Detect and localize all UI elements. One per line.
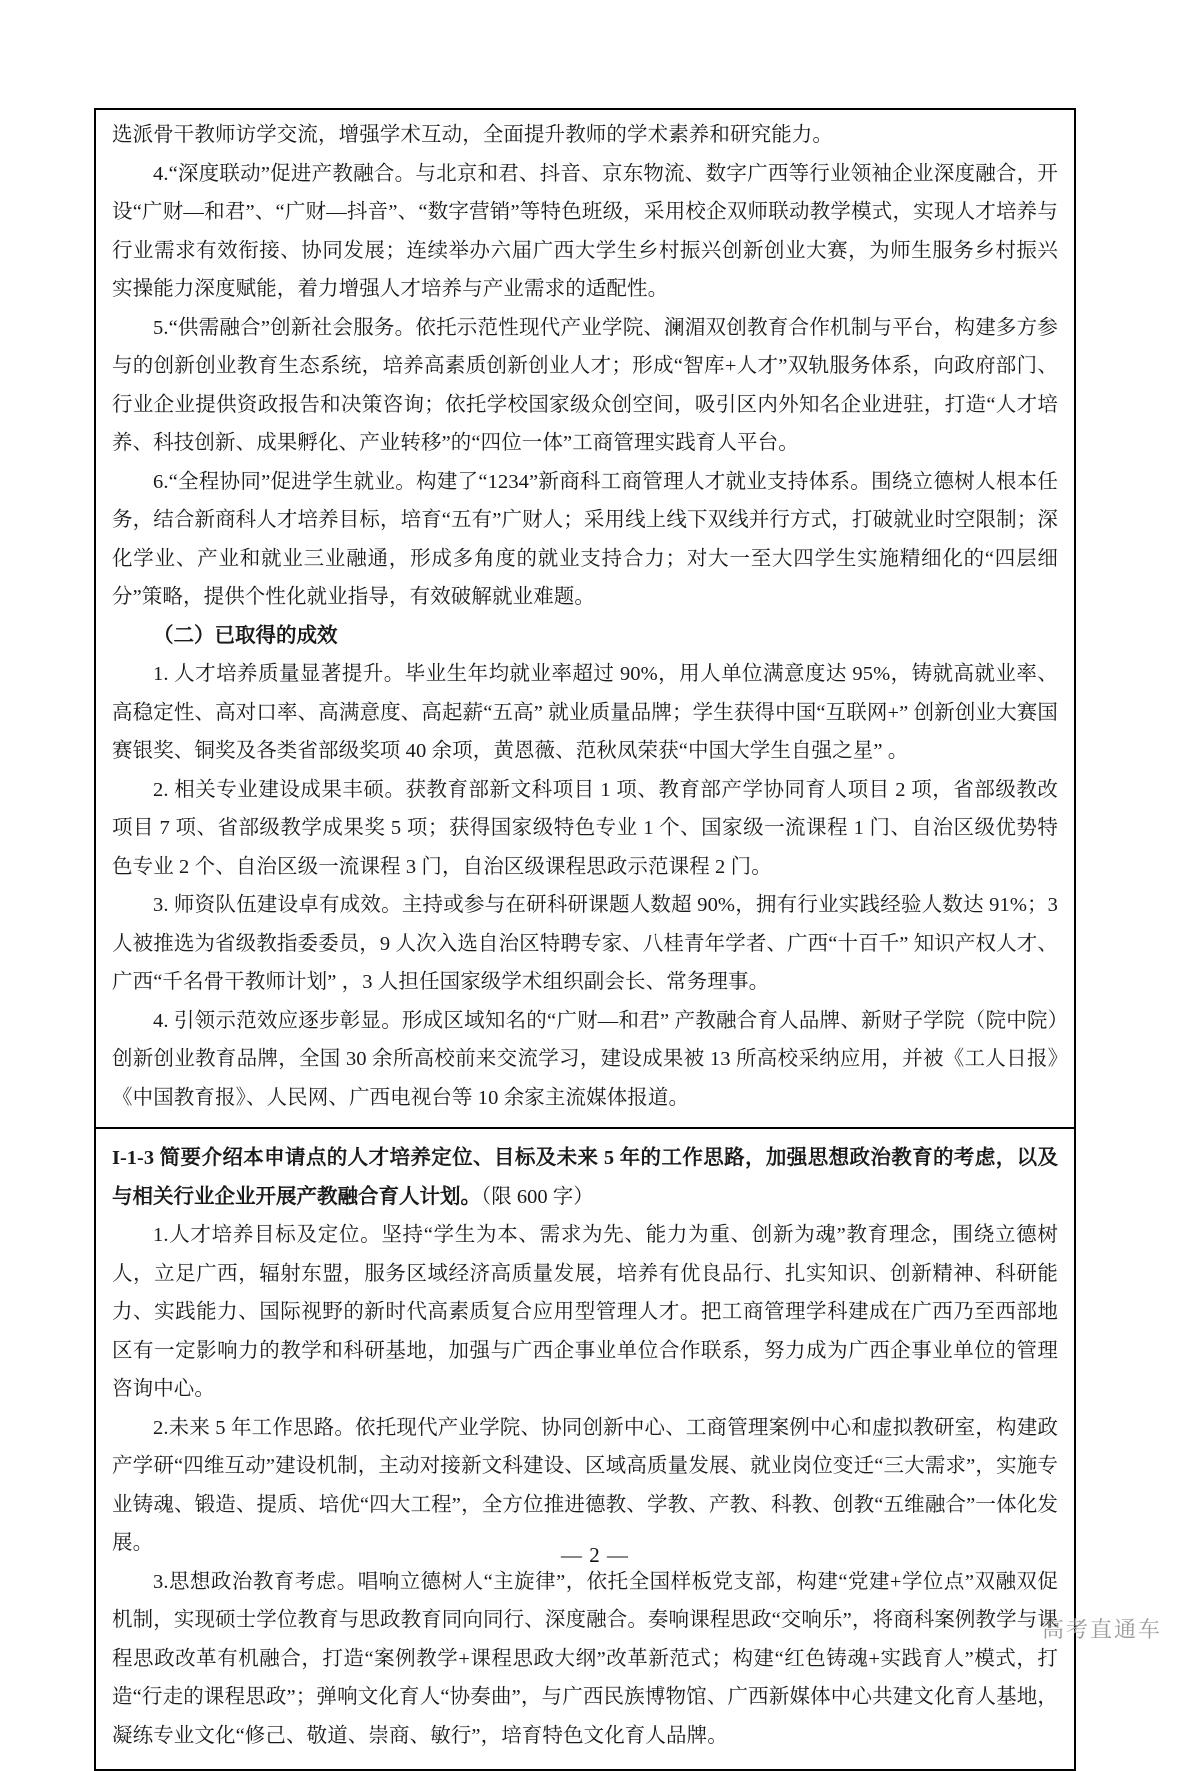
watermark: 高考直通车 xyxy=(1041,1617,1162,1642)
subheading-achievements: （二）已取得的成效 xyxy=(153,624,338,647)
form-section-measures-and-achievements xyxy=(96,110,1074,1127)
question-heading xyxy=(112,1139,1058,1216)
paragraph-measure-6: 6.“全程协同”促进学生就业。构建了“1234”新商科工商管理人才就业支持体系。围绕立德树人根本任务，结合新商科人才培养目标，培育“五有”广财人；采用线上线下双线并行方式，打破就业时空限制；深化学业、产业和就业三业融通，形成多角度的就业支持合力；对大一至大四学生实施精细化的“四层细分”策略，提供个性化就业指导，有效破解就业难题。 xyxy=(112,470,1058,608)
paragraph-carryover: 选派骨干教师访学交流，增强学术互动，全面提升教师的学术素养和研究能力。 xyxy=(112,124,833,146)
achievement-item-3: 3. 师资队伍建设卓有成效。主持或参与在研科研课题人数超 90%，拥有行业实践经验人数达 91%；3 人被推选为省级教指委委员，9 人次入选自治区特聘专家、八桂青年学者、广西“十百千” 知识产权人才、广西“千名骨干教师计划” ，3 人担任国家级学术组织副会长、常务理事。 xyxy=(112,894,1058,993)
paragraph-measure-4: 4.“深度联动”促进产教融合。与北京和君、抖音、京东物流、数字广西等行业领袖企业深度融合，开设“广财—和君”、“广财—抖音”、“数字营销”等特色班级，采用校企双师联动教学模式，实现人才培养与行业需求有效衔接、协同发展；连续举办六届广西大学生乡村振兴创新创业大赛，为师生服务乡村振兴实操能力深度赋能，着力增强人才培养与产业需求的适配性。 xyxy=(112,162,1058,300)
answer-paragraph-2: 2.未来 5 年工作思路。依托现代产业学院、协同创新中心、工商管理案例中心和虚拟教研室，构建政产学研“四维互动”建设机制，主动对接新文科建设、区域高质量发展、就业岗位变迁“三大需求”，实施专业铸魂、锻造、提质、培优“四大工程”，全方位推进德教、学教、产教、科教、创教“五维融合”一体化发展。 xyxy=(112,1416,1058,1554)
achievement-item-1: 1. 人才培养质量显著提升。毕业生年均就业率超过 90%，用人单位满意度达 95%，铸就高就业率、高稳定性、高对口率、高满意度、高起薪“五高” 就业质量品牌；学生获得中国“互联网+” 创新创业大赛国赛银奖、铜奖及各类省部级奖项 40 余项，黄恩薇、范秋凤荣获“中国大学生自强之星” 。 xyxy=(112,663,1058,762)
achievement-item-4: 4. 引领示范效应逐步彰显。形成区域知名的“广财—和君” 产教融合育人品牌、新财子学院（院中院）创新创业教育品牌，全国 30 余所高校前来交流学习，建设成果被 13 所高校采纳应用，并被《工人日报》《中国教育报》、人民网、广西电视台等 10 余家主流媒体报道。 xyxy=(112,1009,1058,1109)
question-word-limit: （限 600 字） xyxy=(481,1185,594,1208)
answer-paragraph-3: 3.思想政治教育考虑。唱响立德树人“主旋律”，依托全国样板党支部，构建“党建+学位点”双融双促机制，实现硕士学位教育与思政教育同向同行、深度融合。奏响课程思政“交响乐”，将商科案例教学与课程思政改革有机融合，打造“案例教学+课程思政大纲”改革新范式；构建“红色铸魂+实践育人”模式，打造“行走的课程思政”；弹响文化育人“协奏曲”，与广西民族博物馆、广西新媒体中心共建文化育人基地，凝练专业文化“修己、敬道、崇商、敏行”，培育特色文化育人品牌。 xyxy=(112,1570,1058,1747)
paragraph-measure-5: 5.“供需融合”创新社会服务。依托示范性现代产业学院、澜湄双创教育合作机制与平台，构建多方参与的创新创业教育生态系统，培养高素质创新创业人才；形成“智库+人才”双轨服务体系，向政府部门、行业企业提供资政报告和决策咨询；依托学校国家级众创空间，吸引区内外知名企业进驻，打造“人才培养、科技创新、成果孵化、产业转移”的“四位一体”工商管理实践育人平台。 xyxy=(112,316,1058,454)
question-prompt-text: 简要介绍本申请点的人才培养定位、目标及未来 5 年的工作思路，加强思想政治教育的考虑，以及与相关行业企业开展产教融合育人计划。 xyxy=(112,1147,1058,1208)
achievement-item-2: 2. 相关专业建设成果丰硕。获教育部新文科项目 1 项、教育部产学协同育人项目 2 项，省部级教改项目 7 项、省部级教学成果奖 5 项；获得国家级特色专业 1 个、国家级一流课程 1 门、自治区级优势特色专业 2 个、自治区级一流课程 3 门，自治区级课程思政示范课程 2 门。 xyxy=(112,778,1058,878)
page-number: — 2 — xyxy=(561,1543,629,1567)
application-form-table xyxy=(94,108,1076,1771)
answer-paragraph-1: 1.人才培养目标及定位。坚持“学生为本、需求为先、能力为重、创新为魂”教育理念，围绕立德树人，立足广西，辐射东盟，服务区域经济高质量发展，培养有优良品行、扎实知识、创新精神、科研能力、实践能力、国际视野的新时代高素质复合应用型管理人才。把工商管理学科建成在广西乃至西部地区有一定影响力的教学和科研基地，加强与广西企事业单位合作联系，努力成为广西企事业单位的管理咨询中心。 xyxy=(112,1224,1058,1400)
question-code: I-1-3 xyxy=(112,1147,155,1169)
form-section-question-i-1-3 xyxy=(96,1127,1074,1769)
